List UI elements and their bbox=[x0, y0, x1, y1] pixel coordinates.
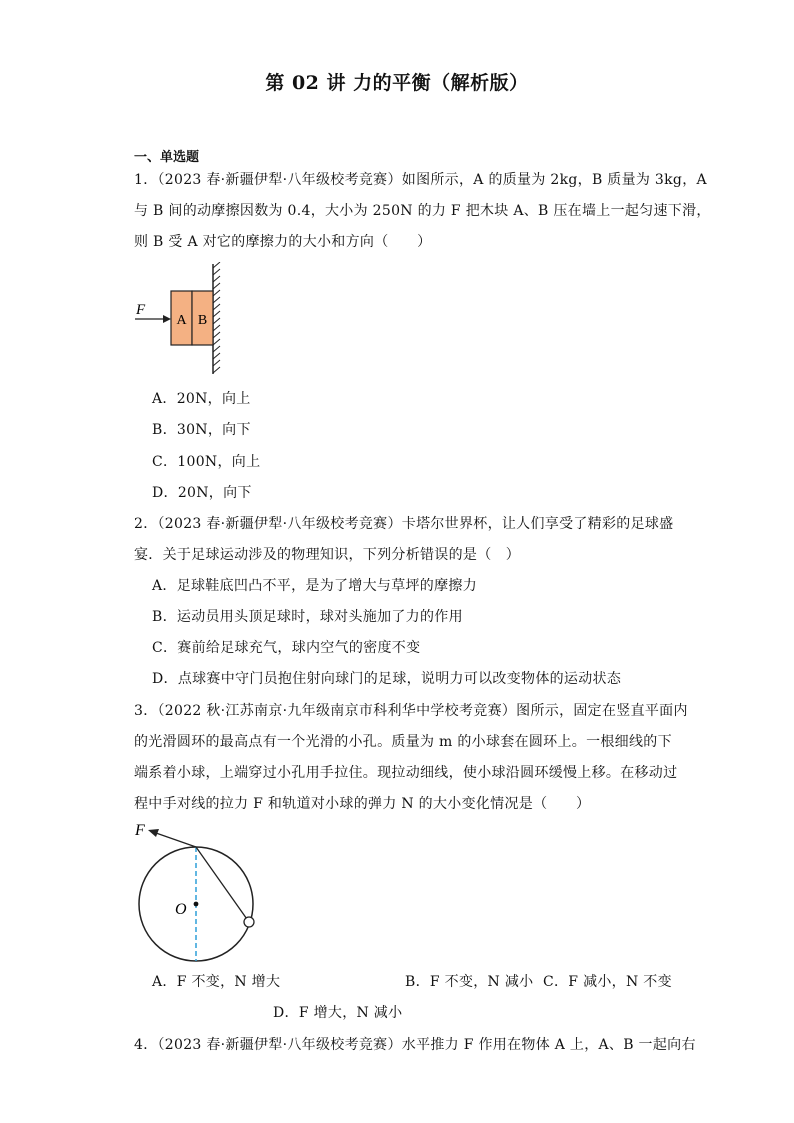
q3-option-a: A．F 不变，N 增大 bbox=[152, 974, 281, 990]
block-a-label: A bbox=[176, 313, 187, 328]
string-line bbox=[196, 847, 249, 922]
section-heading: 一、单选题 bbox=[134, 150, 200, 165]
q1-text-line-3: 则 B 受 A 对它的摩擦力的大小和方向（ ） bbox=[134, 234, 432, 250]
q1-figure-blocks-on-wall bbox=[130, 262, 230, 378]
q4-text-line-1: 4．（2023 春·新疆伊犁·八年级校考竞赛）水平推力 F 作用在物体 A 上，A、B 一起向右 bbox=[134, 1037, 696, 1053]
q3-option-c: C．F 减小，N 不变 bbox=[543, 974, 672, 990]
wall-hatching bbox=[213, 262, 220, 373]
q3-figure-ring bbox=[128, 818, 268, 966]
q1-option-d: D．20N，向下 bbox=[152, 485, 252, 501]
q3-option-d: D．F 增大，N 减小 bbox=[273, 1005, 403, 1021]
center-label-o: O bbox=[175, 901, 187, 918]
force-label-f: F bbox=[135, 822, 145, 839]
q1-option-c: C．100N，向上 bbox=[152, 454, 261, 470]
force-label-f: F bbox=[136, 302, 146, 318]
q2-option-a: A．足球鞋底凹凸不平，是为了增大与草坪的摩擦力 bbox=[152, 578, 478, 594]
q3-option-b: B．F 不变，N 减小 bbox=[405, 974, 534, 990]
pull-force-shaft bbox=[156, 833, 196, 847]
q2-text-line-1: 2．（2023 春·新疆伊犁·八年级校考竞赛）卡塔尔世界杯，让人们享受了精彩的足球盛 bbox=[134, 516, 674, 532]
q1-option-b: B．30N，向下 bbox=[152, 422, 251, 438]
center-dot bbox=[194, 902, 199, 907]
q1-text-line-1: 1．（2023 春·新疆伊犁·八年级校考竞赛）如图所示，A 的质量为 2kg，B 质量为 3kg，A bbox=[134, 172, 707, 188]
pull-force-arrowhead bbox=[148, 829, 159, 837]
q2-option-d: D．点球赛中守门员抱住射向球门的足球，说明力可以改变物体的运动状态 bbox=[152, 671, 622, 687]
q3-text-line-4: 程中手对线的拉力 F 和轨道对小球的弹力 N 的大小变化情况是（ ） bbox=[134, 796, 591, 812]
q2-text-line-2: 宴．关于足球运动涉及的物理知识，下列分析错误的是（ ） bbox=[134, 547, 521, 563]
force-arrow-head bbox=[163, 315, 171, 323]
block-b-label: B bbox=[197, 313, 208, 328]
q3-text-line-1: 3．（2022 秋·江苏南京·九年级南京市科利华中学校考竞赛）图所示，固定在竖直平面内 bbox=[134, 703, 688, 719]
q3-text-line-2: 的光滑圆环的最高点有一个光滑的小孔。质量为 m 的小球套在圆环上。一根细线的下 bbox=[134, 734, 672, 750]
q2-option-c: C．赛前给足球充气，球内空气的密度不变 bbox=[152, 640, 421, 656]
small-ball bbox=[244, 917, 254, 927]
q1-option-a: A．20N，向上 bbox=[152, 391, 251, 407]
page-title: 第 02 讲 力的平衡（解析版） bbox=[265, 72, 529, 94]
q3-text-line-3: 端系着小球，上端穿过小孔用手拉住。现拉动细线，使小球沿圆环缓慢上移。在移动过 bbox=[134, 765, 678, 781]
q2-option-b: B．运动员用头顶足球时，球对头施加了力的作用 bbox=[152, 609, 463, 625]
q1-text-line-2: 与 B 间的动摩擦因数为 0.4，大小为 250N 的力 F 把木块 A、B 压在墙上一起匀速下滑， bbox=[134, 203, 711, 219]
